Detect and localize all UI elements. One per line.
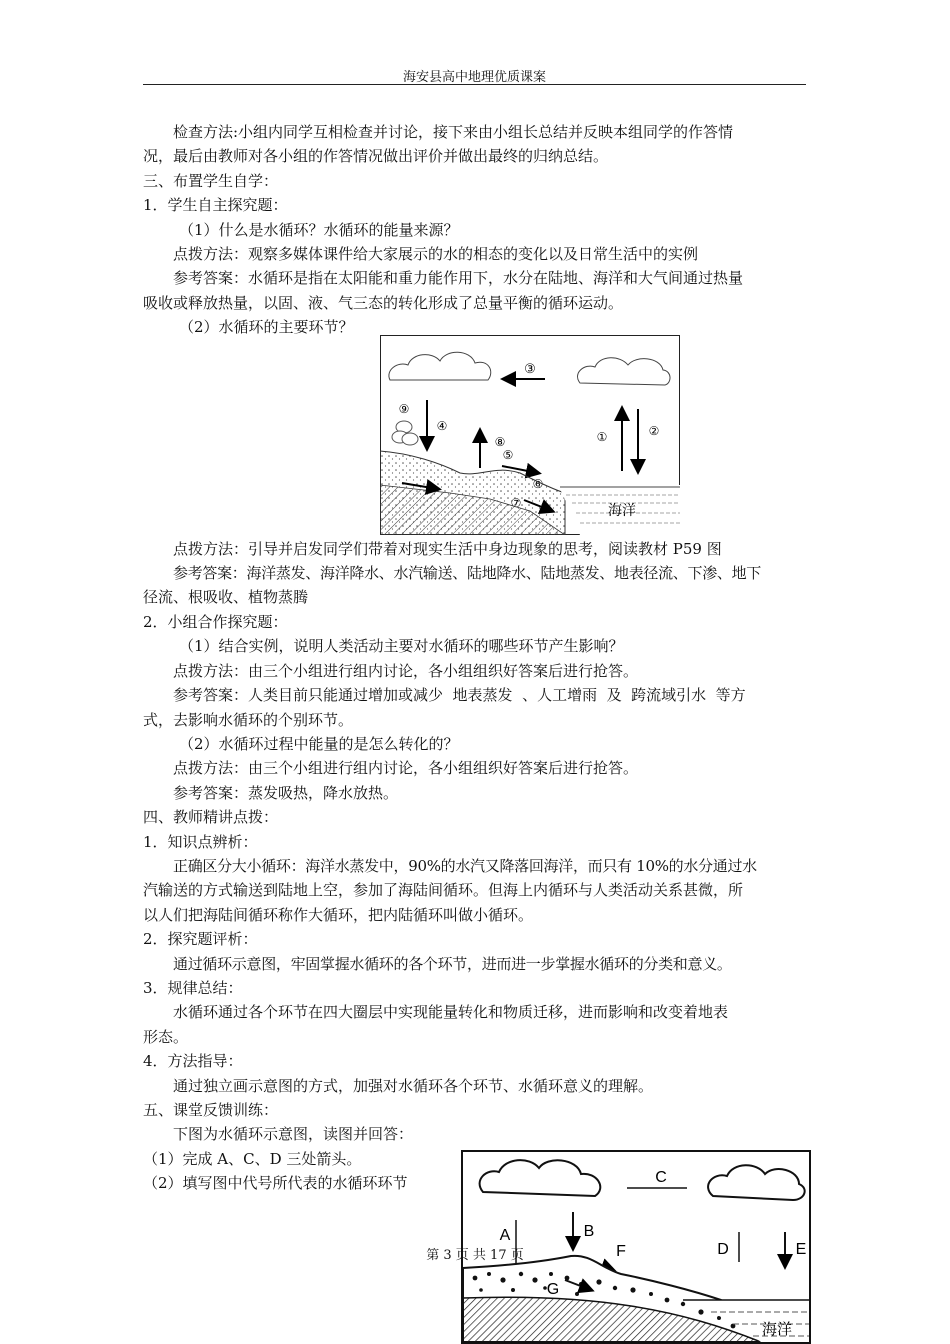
- water-cycle-diagram-1: [380, 335, 680, 535]
- label-5: ⑤: [502, 448, 514, 462]
- label-2: ②: [648, 424, 660, 438]
- paragraph: 下图为水循环示意图，读图并回答：: [173, 1125, 414, 1144]
- paragraph: 通过循环示意图，牢固掌握水循环的各个环节，进而进一步掌握水循环的分类和意义。: [173, 954, 732, 973]
- question: （2）水循环的主要环节？: [179, 318, 354, 337]
- subsection-heading: 1．学生自主探究题：: [143, 196, 288, 215]
- label-C: C: [655, 1169, 667, 1186]
- subsection-heading: 2．小组合作探究题：: [143, 612, 288, 631]
- page-header: 海安县高中地理优质课案: [402, 70, 546, 85]
- ocean-label: 海洋: [608, 503, 636, 519]
- paragraph: 式，去影响水循环的个别环节。: [143, 710, 354, 729]
- paragraph: 汽输送的方式输送到陆地上空，参加了海陆间循环。但海上内循环与人类活动关系甚微，所: [143, 881, 744, 900]
- paragraph: 点拨方法：由三个小组进行组内讨论，各小组组织好答案后进行抢答。: [173, 759, 639, 778]
- paragraph: 吸收或释放热量，以固、液、气三态的转化形成了总量平衡的循环运动。: [143, 293, 624, 312]
- subsection-heading: 2．探究题评析：: [143, 930, 258, 949]
- question: （1）什么是水循环？水循环的能量来源？: [179, 220, 459, 239]
- label-1: ①: [596, 430, 608, 444]
- label-3: ③: [524, 362, 536, 377]
- label-D: D: [717, 1241, 729, 1258]
- paragraph: 形态。: [143, 1027, 189, 1046]
- paragraph: 检查方法:小组内同学互相检查并讨论，接下来由小组长总结并反映本组同学的作答情: [173, 123, 734, 141]
- question: （2）水循环过程中能量的是怎么转化的？: [179, 734, 459, 753]
- label-A: A: [499, 1227, 511, 1244]
- paragraph: 以人们把海陆间循环称作大循环，把内陆循环叫做小循环。: [143, 905, 534, 924]
- paragraph: 参考答案：蒸发吸热，降水放热。: [173, 783, 399, 802]
- ocean-label: 海洋: [761, 1320, 793, 1338]
- question: （2）填写图中代号所代表的水循环环节: [143, 1174, 408, 1193]
- paragraph: 况，最后由教师对各小组的作答情况做出评价并做出最终的归纳总结。: [143, 147, 609, 166]
- paragraph: 正确区分大小循环：海洋水蒸发中，90%的水汽又降落回海洋，而只有 10%的水分通过水: [173, 856, 757, 875]
- label-B: B: [583, 1223, 595, 1240]
- paragraph: 点拨方法：观察多媒体课件给大家展示的水的相态的变化以及日常生活中的实例: [173, 245, 699, 264]
- section-heading: 三、布置学生自学：: [143, 171, 279, 190]
- paragraph: 径流、根吸收、植物蒸腾: [143, 588, 309, 607]
- label-9: ⑨: [398, 402, 410, 416]
- label-G: G: [546, 1281, 560, 1298]
- question: （1）结合实例，说明人类活动主要对水循环的哪些环节产生影响？: [179, 637, 624, 656]
- label-4: ④: [436, 419, 448, 433]
- subsection-heading: 3．规律总结：: [143, 978, 243, 997]
- paragraph: 参考答案：海洋蒸发、海洋降水、水汽输送、陆地降水、陆地蒸发、地表径流、下渗、地下: [173, 564, 762, 583]
- section-heading: 四、教师精讲点拨：: [143, 808, 279, 827]
- subsection-heading: 4．方法指导：: [143, 1052, 243, 1071]
- paragraph: 点拨方法：引导并启发同学们带着对现实生活中身边现象的思考，阅读教材 P59 图: [173, 539, 722, 558]
- section-heading: 五、课堂反馈训练：: [143, 1101, 279, 1119]
- page-footer: 第 3 页 共 17 页: [426, 1248, 524, 1263]
- subsection-heading: 1．知识点辨析：: [143, 832, 258, 851]
- paragraph: 参考答案：水循环是指在太阳能和重力能作用下，水分在陆地、海洋和大气间通过热量: [173, 269, 744, 288]
- paragraph: 点拨方法：由三个小组进行组内讨论，各小组组织好答案后进行抢答。: [173, 661, 639, 680]
- header-rule: [143, 84, 806, 85]
- label-F: F: [616, 1243, 626, 1260]
- paragraph: 通过独立画示意图的方式，加强对水循环各个环节、水循环意义的理解。: [173, 1076, 654, 1095]
- label-8: ⑧: [494, 435, 506, 449]
- paragraph: 水循环通过各个环节在四大圈层中实现能量转化和物质迁移，进而影响和改变着地表: [173, 1003, 729, 1022]
- label-E: E: [795, 1241, 807, 1258]
- document-body: [143, 120, 806, 1196]
- paragraph: 参考答案：人类目前只能通过增加或减少 地表蒸发 、人工增雨 及 跨流域引水 等方: [173, 686, 746, 705]
- question: （1）完成 A、C、D 三处箭头。: [143, 1149, 362, 1168]
